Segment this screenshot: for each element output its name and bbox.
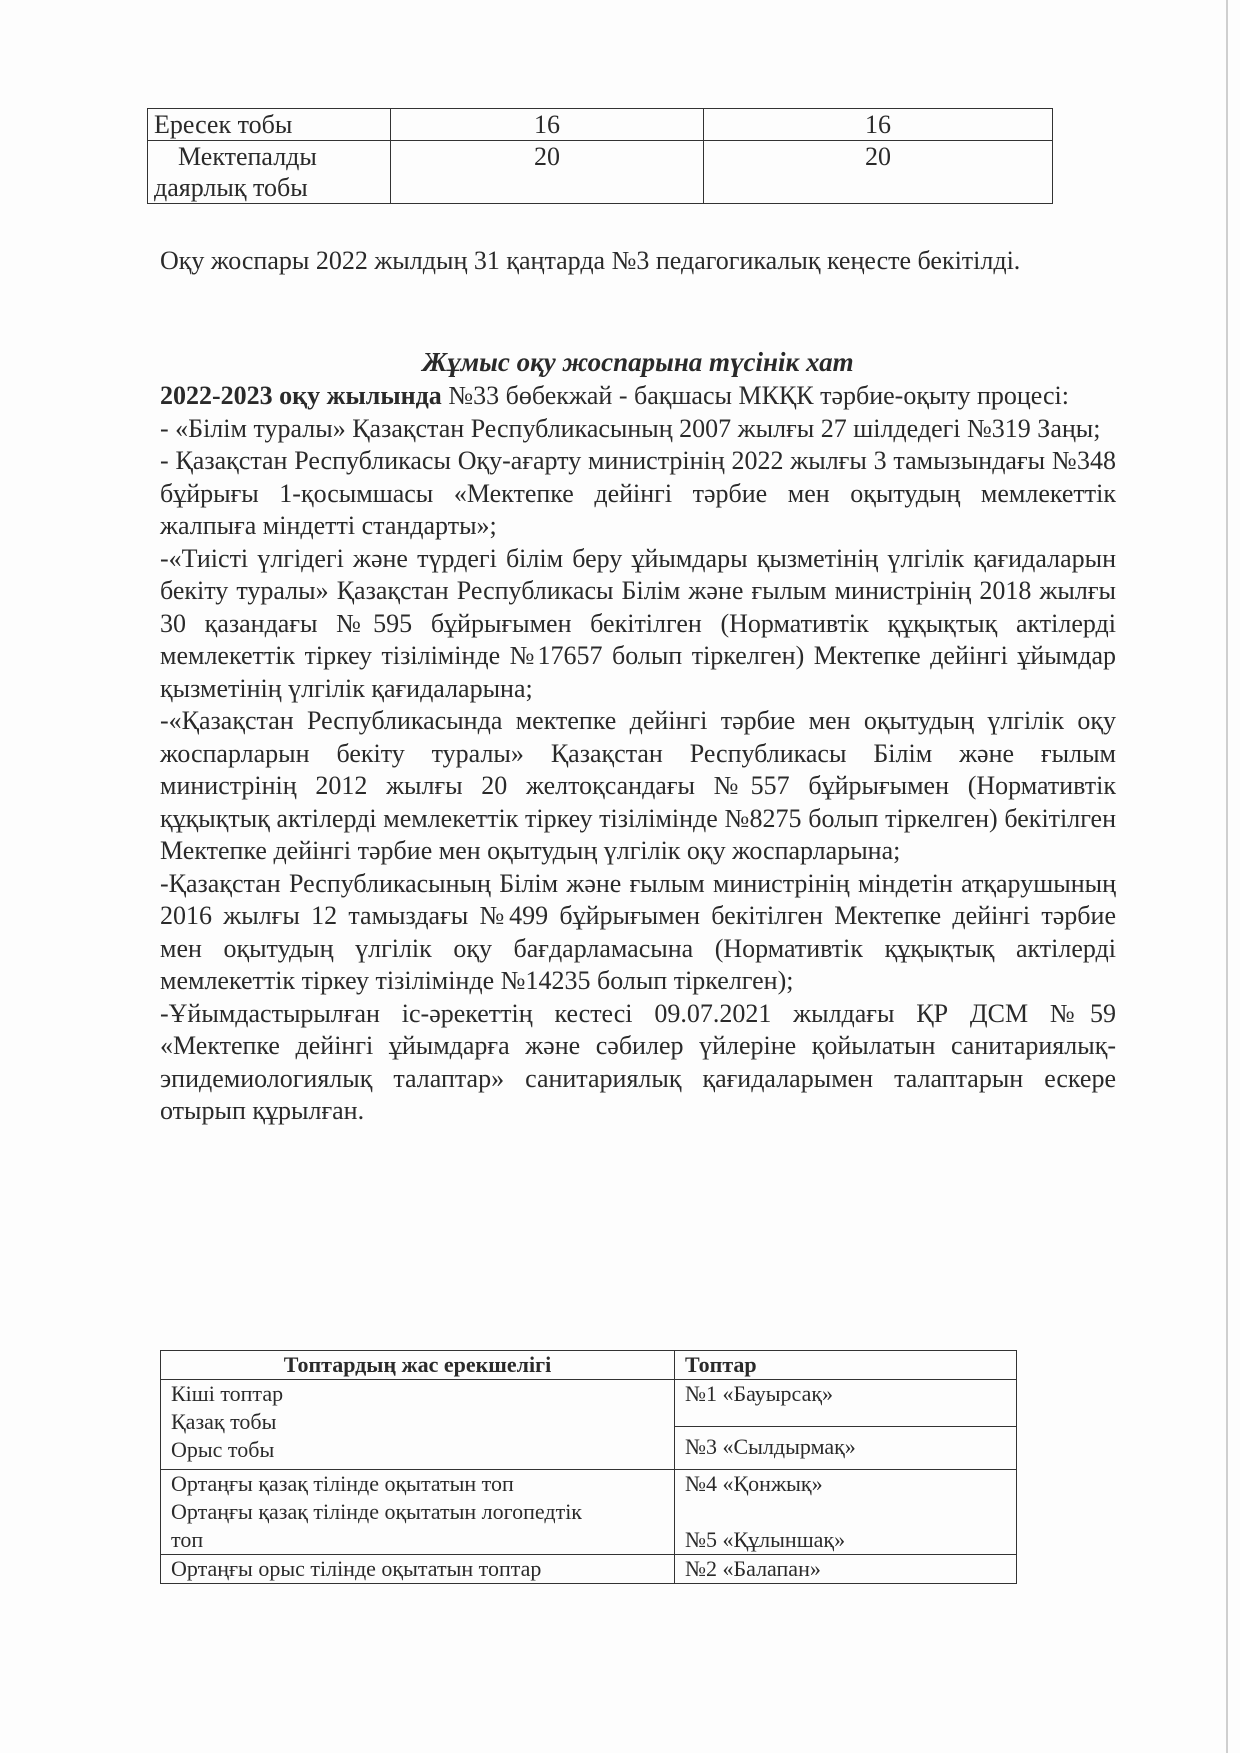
group-line: №4 «Қонжық» [685, 1471, 823, 1496]
column-header: Топтардың жас ерекшелігі [161, 1351, 675, 1380]
group-line: №5 «Құлыншақ» [685, 1527, 846, 1552]
approval-text: Оқу жоспары 2022 жылдың 31 қаңтарда №3 педагогикалық кеңесте бекітілді. [160, 246, 1021, 275]
age-cell: Ортаңғы орыс тілінде оқытатын топтар [161, 1555, 675, 1584]
table-row [148, 109, 1053, 141]
table-row [161, 1380, 1017, 1427]
school-year: 2022-2023 оқу жылында [160, 381, 442, 410]
document-title: Жұмыс оқу жоспарына түсінік хат [422, 347, 854, 377]
explanatory-body [160, 380, 1116, 1128]
paragraph: -«Тиісті үлгідегі және түрдегі білім беру ұйымдары қызметінің үлгілік қағидаларын бекіту туралы» Қазақстан Республикасы Білім және ғылым министрінің 2018 жылғы 30 қазандағы №595 бұйрығымен бекітілген (Нормативтік құқықтық актілерді мемлекеттік тіркеу тізілімінде №17657 болып тіркелген) Мектепке дейінгі ұйымдар қызметінің үлгілік қағидаларына; [160, 543, 1116, 703]
value-cell: 20 [391, 141, 704, 204]
intro-paragraph [160, 380, 1116, 413]
age-line: топ [171, 1527, 204, 1552]
groups-table [160, 1350, 1017, 1584]
age-line: Ортаңғы қазақ тілінде оқытатын топ [171, 1471, 514, 1496]
group-cell [675, 1470, 1017, 1555]
value-cell: 20 [704, 141, 1053, 204]
table-row [161, 1470, 1017, 1555]
group-count-table [147, 108, 1053, 204]
paragraph: -Ұйымдастырылған іс-әрекеттің кестесі 09.07.2021 жылдағы ҚР ДСМ №59 «Мектепке дейінгі ұйымдарға және сәбилер үйлеріне қойылатын санитариялық-эпидемиологиялық талаптар» санитариялық қағидаларымен талаптарын ескере отырып құрылған. [160, 998, 1116, 1125]
page-edge [1226, 0, 1228, 1753]
value-cell: 16 [704, 109, 1053, 141]
column-header: Топтар [675, 1351, 1017, 1380]
group-name-line: даярлық тобы [154, 173, 308, 202]
intro-rest: №33 бөбекжай - бақшасы МКҚК тәрбие-оқыту процесі: [441, 381, 1069, 410]
value-cell: 16 [391, 109, 704, 141]
age-cell [161, 1380, 675, 1470]
group-cell: №2 «Балапан» [675, 1555, 1017, 1584]
paragraph: - Қазақстан Республикасы Оқу-ағарту министрінің 2022 жылғы 3 тамызындағы №348 бұйрығы 1-қосымшасы «Мектепке дейінгі тәрбие мен оқытудың мемлекеттік жалпыға міндетті стандарты»; [160, 446, 1116, 540]
age-cell [161, 1470, 675, 1555]
table-header-row [161, 1351, 1017, 1380]
age-line: Ортаңғы қазақ тілінде оқытатын логопедтік [171, 1499, 582, 1524]
age-line: Қазақ тобы [171, 1409, 277, 1434]
paragraph: -«Қазақстан Республикасында мектепке дейінгі тәрбие мен оқытудың үлгілік оқу жоспарларын бекіту туралы» Қазақстан Республикасы Білім және ғылым министрінің 2012 жылғы 20 желтоқсандағы №557 бұйрығымен (Нормативтік құқықтық актілерді мемлекеттік тіркеу тізілімінде №8275 болып тіркелген) бекітілген Мектепке дейінгі тәрбие мен оқытудың үлгілік оқу жоспарларына; [160, 706, 1116, 865]
group-cell: №1 «Бауырсақ» [675, 1380, 1017, 1427]
group-name-line: Мектепалды [178, 142, 317, 171]
group-name-cell: Ересек тобы [148, 109, 391, 141]
table-row [161, 1555, 1017, 1584]
group-cell: №3 «Сылдырмақ» [675, 1427, 1017, 1470]
table-row [148, 141, 1053, 204]
age-line: Орыс тобы [171, 1437, 275, 1462]
group-name-cell [148, 141, 391, 204]
paragraph: - «Білім туралы» Қазақстан Республикасының 2007 жылғы 27 шілдедегі №319 Заңы; [160, 413, 1101, 443]
age-line: Кіші топтар [171, 1381, 284, 1406]
paragraph: -Қазақстан Республикасының Білім және ғылым министрінің міндетін атқарушының 2016 жылғы 12 тамыздағы №499 бұйрығымен бекітілген Мектепке дейінгі тәрбие мен оқытудың үлгілік оқу бағдарламасына (Нормативтік құқықтық актілерді мемлекеттік тіркеу тізілімінде №14235 болып тіркелген); [160, 868, 1116, 995]
